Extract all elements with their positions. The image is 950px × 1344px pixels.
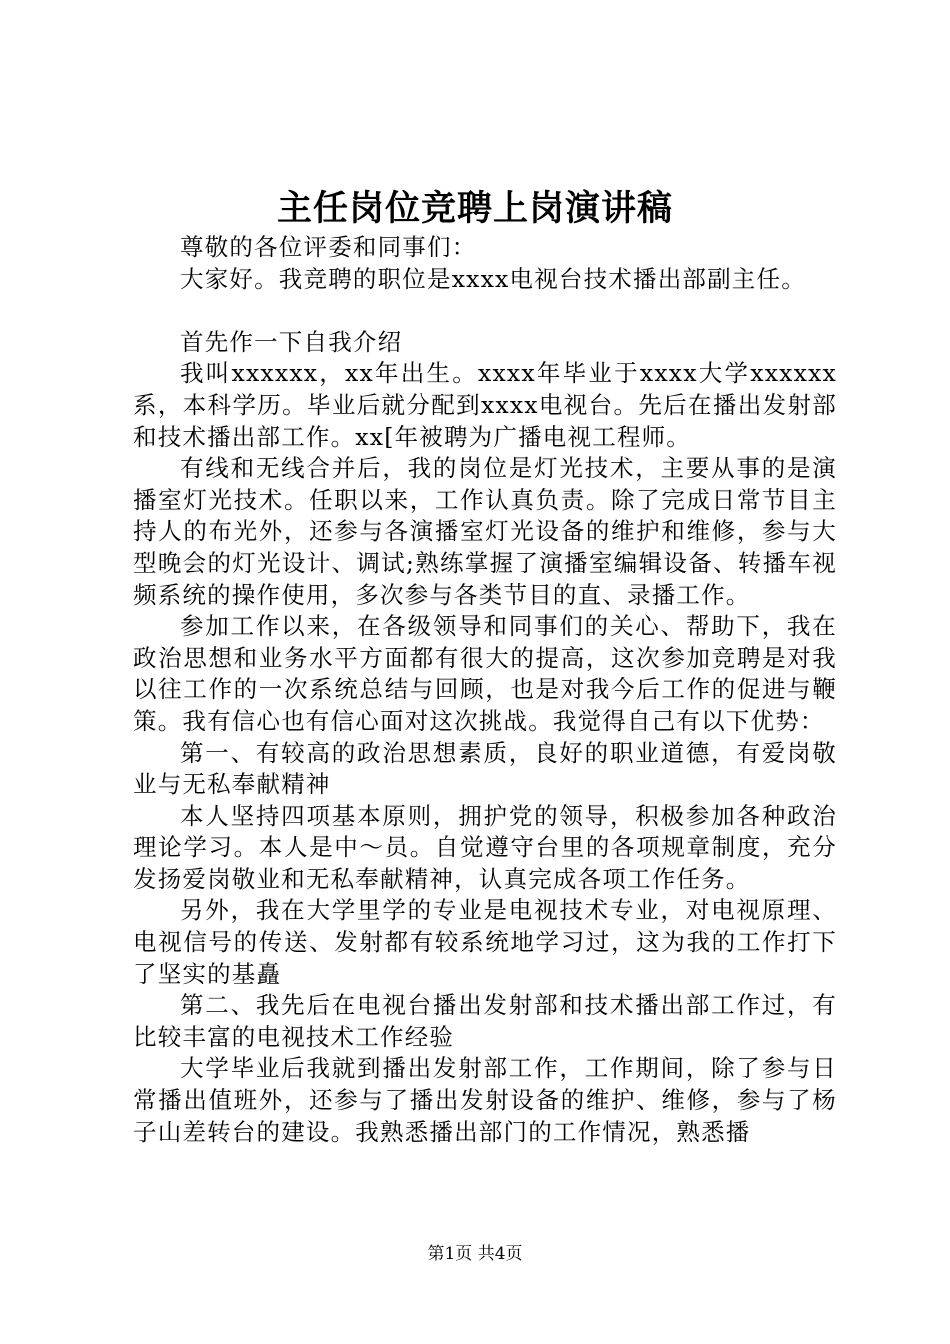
blank-line [133,295,837,327]
paragraph-salutation: 尊敬的各位评委和同事们： [180,233,477,261]
paragraph-self-introduction: 我叫xxxxxx，xx年出生。xxxx年毕业于xxxx大学xxxxxx系，本科学历。毕业后就分配到xxxx电视台。先后在播出发射部和技术播出部工作。xx[年被聘为广播电视工程师。 [133,359,837,451]
paragraph-lighting-work: 有线和无线合并后，我的岗位是灯光技术，主要从事的是演播室灯光技术。任职以来，工作认真负责。除了完成日常节目主持人的布光外，还参与各演播室灯光设备的维护和维修，参与大型晚会的灯光设计、调试;熟练掌握了演播室编辑设备、转播车视频系统的操作使用，多次参与各类节目的直、录播工作。 [133,454,837,609]
document-body [133,232,837,1148]
paragraph-principles: 本人坚持四项基本原则，拥护党的领导，积极参加各种政治理论学习。本人是中～员。自觉遵守台里的各项规章制度，充分发扬爱岗敬业和无私奉献精神，认真完成各项工作任务。 [133,801,837,893]
paragraph-advantage-one: 第一、有较高的政治思想素质，良好的职业道德，有爱岗敬业与无私奉献精神 [133,738,837,799]
paragraph-intro-heading: 首先作一下自我介绍 [180,327,403,356]
page-number-footer: 第1页 共4页 [427,1244,523,1264]
document-title: 主任岗位竞聘上岗演讲稿 [276,188,673,229]
paragraph-experience: 大学毕业后我就到播出发射部工作，工作期间，除了参与日常播出值班外，还参与了播出发射设备的维护、维修，参与了杨子山差转台的建设。我熟悉播出部门的工作情况，熟悉播 [133,1054,837,1146]
paragraph-education: 另外，我在大学里学的专业是电视技术专业，对电视原理、电视信号的传送、发射都有较系统地学习过，这为我的工作打下了坚实的基矗 [133,896,837,988]
paragraph-greeting: 大家好。我竞聘的职位是xxxx电视台技术播出部副主任。 [180,264,806,293]
paragraph-growth: 参加工作以来，在各级领导和同事们的关心、帮助下，我在政治思想和业务水平方面都有很大的提高，这次参加竞聘是对我以往工作的一次系统总结与回顾，也是对我今后工作的促进与鞭策。我有信心也有信心面对这次挑战。我觉得自己有以下优势： [133,612,837,735]
paragraph-advantage-two: 第二、我先后在电视台播出发射部和技术播出部工作过，有比较丰富的电视技术工作经验 [133,991,837,1051]
